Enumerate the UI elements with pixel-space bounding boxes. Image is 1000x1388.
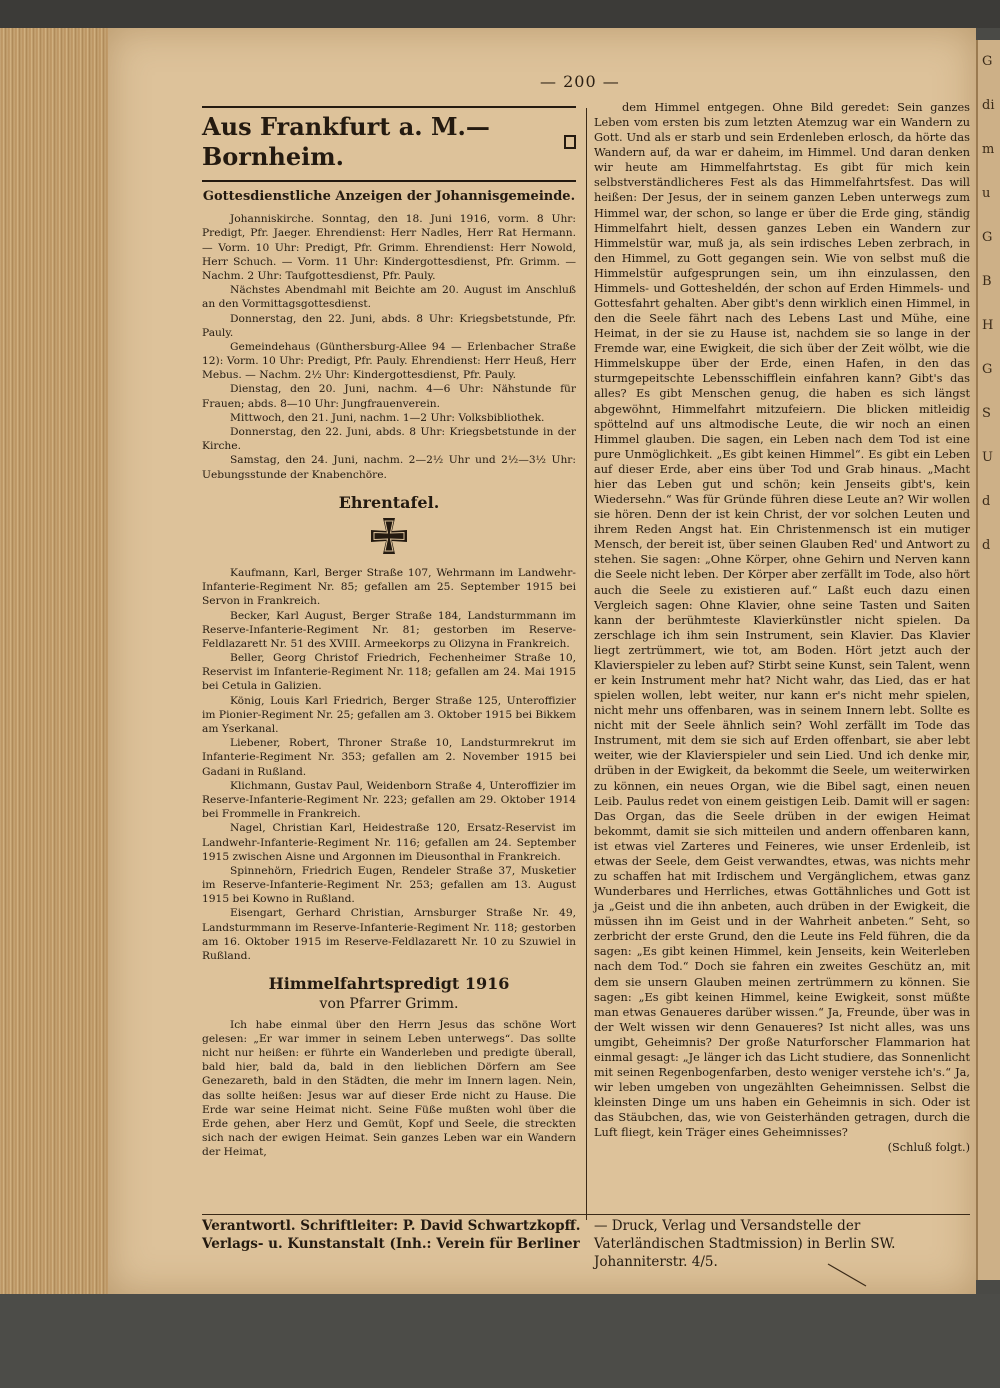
announcement-entry: Gemeindehaus (Günthersburg-Allee 94 — Erlenbacher Straße 12): Vorm. 10 Uhr: Predigt, Pfr. Pauly. Ehrendienst: Herr Heuß, Herr Mebus. — Nachm. 2½ Uhr: Kindergottesdienst, Pfr. Pauly. — [202, 339, 576, 382]
scanner-mat-bottom — [0, 1294, 1000, 1388]
strip-fragment: G — [982, 362, 993, 377]
strip-fragment: H — [982, 318, 994, 333]
announcements-heading: Gottesdienstliche Anzeigen der Johannisgemeinde. — [202, 189, 576, 204]
imprint-left: Verantwortl. Schriftleiter: P. David Schwartzkopff. Verlags- u. Kunstanstalt (Inh.: Verein für Berliner — [202, 1218, 581, 1252]
right-column — [594, 100, 970, 1155]
announcement-entry: Donnerstag, den 22. Juni, abds. 8 Uhr: Kriegsbetstunde in der Kirche. — [202, 425, 576, 453]
honor-roll-list — [202, 566, 576, 963]
strip-fragment: m — [982, 142, 995, 157]
adjacent-page-strip — [976, 40, 1000, 1280]
honor-roll-entry: Becker, Karl August, Berger Straße 184, Landsturmmann im Reserve-Infanterie-Regiment Nr. 81; gestorben im Reserve-Feldlazarett Nr. 51 des XVIII. Armeekorps zu Olizyna in Frankreich. — [202, 608, 576, 650]
book-page-edges — [0, 28, 114, 1296]
honor-roll-entry: Spinnehörn, Friedrich Eugen, Rendeler Straße 37, Musketier im Reserve-Infanterie-Regiment Nr. 253; gefallen am 13. August 1915 bei Kowno in Rußland. — [202, 863, 576, 906]
strip-fragment: d — [982, 538, 991, 553]
continued-note: (Schluß folgt.) — [887, 1140, 970, 1155]
imprint-footer — [202, 1214, 970, 1270]
honor-roll-entry: Beller, Georg Christof Friedrich, Fechenheimer Straße 10, Reservist im Infanterie-Regiment Nr. 118; gefallen am 24. Mai 1915 bei Cetula in Galizien. — [202, 651, 576, 693]
honor-roll-entry: Klichmann, Gustav Paul, Weidenborn Straße 4, Unteroffizier im Reserve-Infanterie-Regiment Nr. 223; gefallen am 29. Oktober 1914 bei Frommelle in Frankreich. — [202, 778, 576, 821]
announcement-entry: Nächstes Abendmahl mit Beichte am 20. August im Anschluß an den Vormittagsgottesdienst. — [202, 283, 576, 311]
sermon-author: von Pfarrer Grimm. — [319, 996, 459, 1013]
pen-mark — [826, 1262, 870, 1288]
section-header — [202, 112, 576, 172]
left-column — [202, 112, 576, 1159]
announcement-entry: Mittwoch, den 21. Juni, nachm. 1—2 Uhr: Volksbibliothek. — [230, 410, 545, 424]
strip-fragment: S — [982, 406, 991, 421]
column-separator — [586, 108, 587, 1220]
strip-fragment: d — [982, 494, 991, 509]
honor-roll-entry: Eisengart, Gerhard Christian, Arnsburger Straße Nr. 49, Landsturmmann im Reserve-Infanterie-Regiment Nr. 118; gestorben am 16. Oktober 1915 im Reserve-Feldlazarett Nr. 10 zu Szuwiel in Rußland. — [202, 906, 576, 962]
honor-roll-entry: König, Louis Karl Friedrich, Berger Straße 125, Unteroffizier im Pionier-Regiment Nr. 25; gefallen am 3. Oktober 1915 bei Bikkem am Yserkanal. — [202, 693, 576, 735]
announcement-entry: Johanniskirche. Sonntag, den 18. Juni 1916, vorm. 8 Uhr: Predigt, Pfr. Jaeger. Ehrendienst: Herr Nadles, Herr Rat Hermann. — Vorm. 10 Uhr: Predigt, Pfr. Grimm. Ehrendienst: Herr Nowold, Herr Schuch. — Vorm. 11 Uhr: Kindergottesdienst, Pfr. Grimm. — Nachm. 2 Uhr: Taufgottesdienst, Pfr. Pauly. — [202, 212, 576, 282]
announcements-list — [202, 212, 576, 482]
top-rule — [202, 106, 576, 108]
strip-fragment: di — [982, 98, 995, 113]
strip-fragment: B — [982, 274, 992, 289]
header-rule — [202, 180, 576, 182]
announcement-entry: Dienstag, den 20. Juni, nachm. 4—6 Uhr: Nähstunde für Frauen; abds. 8—10 Uhr: Jungfrauenverein. — [202, 382, 576, 410]
honor-roll-entry: Liebener, Robert, Throner Straße 10, Landsturmrekrut im Infanterie-Regiment Nr. 353; gefallen am 2. November 1915 bei Gadani in Rußland. — [202, 736, 576, 778]
sermon-paragraph: Ich habe einmal über den Herrn Jesus das schöne Wort gelesen: „Er war immer in seinem Leben unterwegs“. Das sollte nicht nur heißen: er führte ein Wanderleben und predigte überall, bald hier, bald da, bald in den lieblichen Dörfern am See Genezareth, bald in den Städten, die mehr im Innern lagen. Nein, das sollte heißen: Jesus war auf dieser Erde nicht zu Hause. Die Erde war seine Heimat nicht. Seine Füße mußten wohl über die Erde gehen, aber Herz und Gemüt, Kopf und Seele, die streckten sich nach der ewigen Heimat. Sein ganzes Leben war ein Wandern der Heimat, — [202, 1017, 576, 1159]
announcement-entry: Samstag, den 24. Juni, nachm. 2—2½ Uhr und 2½—3½ Uhr: Uebungsstunde der Knabenchöre. — [202, 453, 576, 481]
honor-roll-heading: Ehrentafel. — [338, 492, 440, 512]
iron-cross-icon — [369, 516, 409, 556]
sermon-title: Himmelfahrtspredigt 1916 — [268, 974, 510, 994]
sermon-continuation — [594, 100, 970, 1140]
imprint-right: — Druck, Verlag und Versandstelle der Vaterländischen Stadtmission) in Berlin SW. Johanniterstr. 4/5. — [594, 1218, 896, 1270]
scanner-mat-top — [0, 0, 1000, 28]
strip-fragment: G — [982, 54, 993, 69]
square-ornament-icon — [564, 135, 576, 149]
strip-fragment: U — [982, 450, 993, 465]
announcement-entry: Donnerstag, den 22. Juni, abds. 8 Uhr: Kriegsbetstunde, Pfr. Pauly. — [202, 311, 576, 339]
sermon-paragraph: dem Himmel entgegen. Ohne Bild geredet: Sein ganzes Leben vom ersten bis zum letzten Atemzug war ein Wandern zu Gott. Und als er starb und sein Erdenleben erlosch, da hörte das Wandern auf, da war er daheim, im Himmel. Und daran denken wir heute am Himmelfahrtstag. Es gibt für mich kein selbstverständlicheres Fest als das Himmelfahrtsfest. Das will heißen: Der Jesus, der in seinem ganzen Leben unterwegs zum Himmel war, der schon, so lange er über die Erde ging, ständig Himmelfahrt hielt, dessen ganzes Leben ein Wandern zur Himmelstür war, muß ja, als sein irdisches Leben zerbrach, in den Himmel, zu Gott gegangen sein. Wie von selbst muß die Himmelstür aufgesprungen sein, um ihn einzulassen, den Himmels- und Gottesheldén, der schon auf Erden Himmels- und Gottesfahrt gehalten. Aber gibt's denn wirklich einen Himmel, in den die Seele fährt nach des Lebens Last und Mühe, eine Heimat, in der sie zu Hause ist, nachdem sie so lange in der Fremde war, eine Ewigkeit, die sich über der Zeit wölbt, wie die Himmelskuppe über der Erde, einen Hafen, in den das sturmgepeitschte Lebensschifflein einfahren kann? Gibt's das alles? Es gibt Menschen genug, die haben es sich längst abgewöhnt, Himmelfahrt mitzufeiern. Die blicken mitleidig spöttelnd auf uns altmodische Leute, die wir noch an einen Himmel glauben. Die sagen, ein Leben nach dem Tod ist eine pure Unmöglichkeit. „Es gibt keinen Himmel“. Es gibt ein Leben auf dieser Erde, aber eins über Tod und Grab hinaus. „Macht hier das Leben gut und schön; kein Jenseits gibt's, kein Wiedersehn.“ Was für Gründe führen diese Leute an? Wir wollen sie hören. Denn der ist kein Christ, der vor solchen Leuten und ihrem Reden Angst hat. Ein Christenmensch ist ein mutiger Mensch, der bereit ist, über seinen Glauben Red' und Antwort zu stehen. Sie sagen: „Ohne Körper, ohne Gehirn und Nerven kann die Seele nicht leben. Der Körper aber zerfällt im Tode, also hört auch die Seele zu existieren auf.“ Laßt euch dazu einen Vergleich sagen: Ohne Klavier, ohne seine Tasten und Saiten kann der berühmteste Klavierkünstler nicht spielen. Da zerschlage ich ihm sein Instrument, sein Klavier. Das Klavier liegt zertrümmert, wie tot, am Boden. Hört jetzt auch der Klavierspieler zu leben auf? Stirbt seine Kunst, sein Talent, wenn er kein Instrument mehr hat? Nicht wahr, das Lied, das er hat spielen wollen, lebt weiter, nur kann er's nicht mehr spielen, nicht mehr uns offenbaren, was in seinem Innern lebt. Sollte es nicht mit der Seele ähnlich sein? Wohl zerfällt im Tode das Instrument, mit dem sie sich auf Erden offenbart, sie aber lebt weiter, wie der Klavierspieler und sein Lied. Und ich denke mir, drüben in der Ewigkeit, da bekommt die Seele, um weiterwirken zu können, ein neues Organ, wie die Bibel sagt, einen neuen Leib. Paulus redet von einem geistigen Leib. Damit will er sagen: Das Organ, das die Seele drüben in der ewigen Heimat bekommt, damit sie sich mitteilen und andern offenbaren kann, ist etwas viel Zarteres und Feineres, wie unser Erdenleib, ist etwas der Seele, dem Geist verwandtes, etwas, was nichts mehr zu schaffen hat mit Irdischem und Vergänglichem, etwas ganz Wunderbares und Herrliches, etwas Gottähnliches und Gott ist ja „Geist und die ihn anbeten, auch drüben in der Ewigkeit, die müssen ihn im Geist und in der Wahrheit anbeten.“ Seht, so zerbricht der erste Grund, den die Leute ins Feld führen, die da sagen: „Es gibt keinen Himmel, kein Jenseits, kein Weiterleben nach dem Tod.“ Doch sie fahren ein zweites Geschütz an, mit dem sie unsern Glauben meinen zertrümmern zu können. Sie sagen: „Es gibt keinen Himmel, keine Ewigkeit, sonst müßte man etwas Genaueres darüber wissen.“ Ja, Freunde, über was in der Welt wissen wir denn Genaueres? Ist nicht alles, was uns umgibt, Geheimnis? Der große Naturforscher Flammarion hat einmal gesagt: „Je länger ich das Licht studiere, das Sonnenlicht mit seinen Regenbogenfarben, desto weniger verstehe ich's.“ Ja, wir leben umgeben von ungezählten Geheimnissen. Selbst die kleinsten Dinge um uns haben ein Geheimnis in sich. Oder ist das Stäubchen, das, wie von Geisterhänden getragen, durch die Luft fliegt, kein Träger eines Geheimnisses? — [594, 100, 970, 1140]
section-title: Aus Frankfurt a. M.—Bornheim. — [202, 112, 490, 171]
honor-roll-entry: Nagel, Christian Karl, Heidestraße 120, Ersatz-Reservist im Landwehr-Infanterie-Regiment Nr. 116; gefallen am 24. September 1915 zwischen Aisne und Argonnen im Dieusonthal in Frankreich. — [202, 821, 576, 863]
strip-fragment: u — [982, 186, 991, 201]
strip-fragment: G — [982, 230, 993, 245]
honor-roll-entry: Kaufmann, Karl, Berger Straße 107, Wehrmann im Landwehr-Infanterie-Regiment Nr. 85; gefallen am 25. September 1915 bei Servon in Frankreich. — [202, 565, 576, 608]
page-number: — 200 — — [540, 72, 620, 91]
